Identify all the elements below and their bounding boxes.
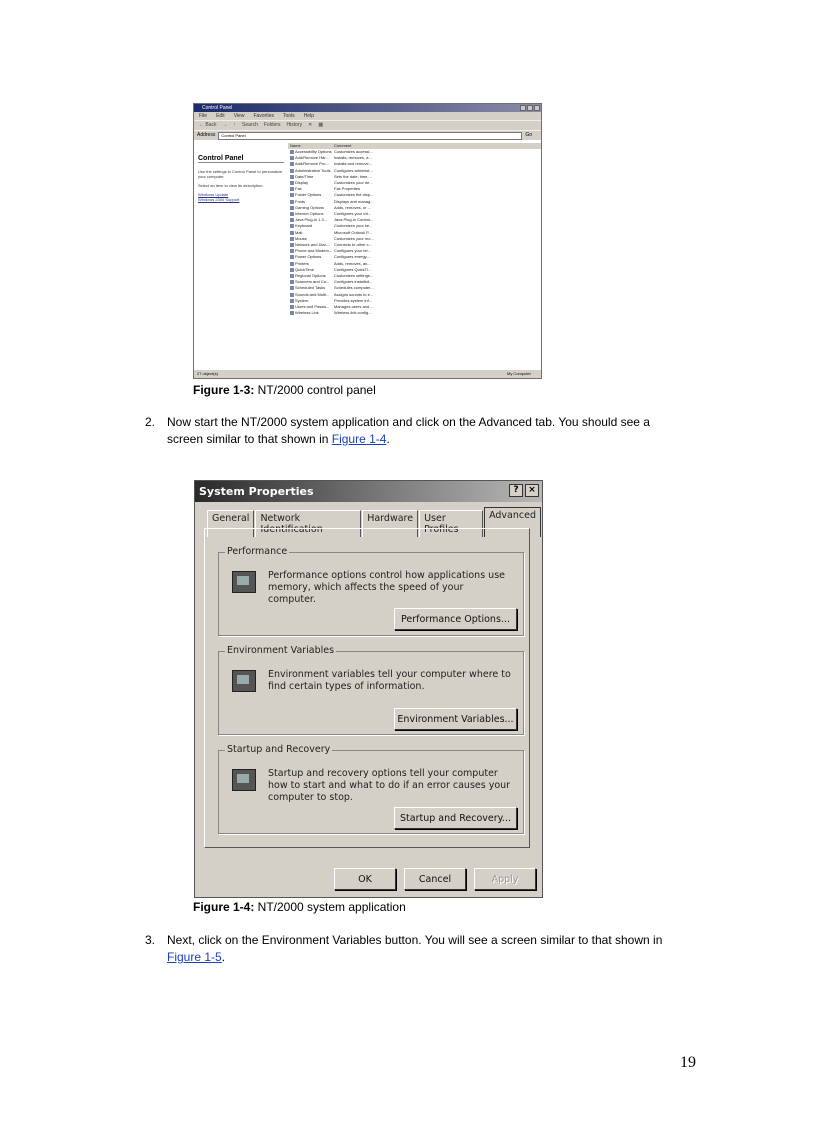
maximize-icon[interactable] — [527, 105, 533, 111]
list-item-name: Scheduled Tasks — [288, 285, 334, 291]
startup-recovery-group — [218, 744, 524, 834]
step-3-number: 3. — [145, 933, 156, 947]
menu-help[interactable]: Help — [303, 113, 314, 119]
menu-bar — [194, 112, 541, 120]
list-item-comment: Displays and manag... — [334, 198, 374, 204]
list-item-name: Fonts — [288, 199, 334, 205]
list-item-comment: Configures your Int... — [334, 211, 372, 217]
windows-update-link[interactable]: Windows Update — [198, 192, 229, 197]
column-name-header[interactable]: Name — [290, 143, 301, 148]
menu-view[interactable]: View — [233, 113, 245, 119]
list-item-name: System — [288, 298, 334, 304]
figure-1-5-link[interactable]: Figure 1-5 — [167, 950, 222, 964]
environment-variables-button[interactable]: Environment Variables... — [394, 708, 517, 730]
figure-1-3-caption — [193, 383, 376, 397]
menu-file[interactable]: File — [199, 113, 208, 119]
list-item-name: Regional Options — [288, 273, 334, 279]
list-item-name: Network and Dial-... — [288, 242, 334, 248]
toolbar — [194, 120, 541, 130]
page-number: 19 — [680, 1054, 696, 1071]
list-item-comment: Configures QuickTi... — [334, 266, 372, 272]
step-2-end: . — [386, 432, 390, 446]
list-item-comment: Customizes your de... — [334, 180, 373, 186]
list-item-comment: Customizes your ke... — [334, 223, 373, 229]
windows-support-link[interactable]: Windows 2000 Support — [198, 197, 240, 202]
tab-general[interactable]: General — [207, 510, 254, 537]
views-button[interactable]: ▦ — [318, 122, 324, 128]
list-item-comment: Schedules computer... — [334, 285, 374, 291]
address-bar — [194, 130, 541, 140]
system-properties-screenshot — [194, 480, 543, 898]
step-3 — [145, 932, 705, 972]
list-item-name: Add/Remove Pro... — [288, 161, 334, 167]
list-item-comment: Configures installed... — [334, 279, 373, 285]
control-panel-heading: Control Panel — [198, 156, 284, 163]
tab-advanced[interactable]: Advanced — [484, 507, 541, 537]
list-item-comment: Adds, removes, an... — [334, 260, 371, 266]
column-comment-header[interactable]: Comment — [334, 143, 352, 148]
cancel-button[interactable]: Cancel — [404, 868, 466, 890]
figure-1-4-text: NT/2000 system application — [254, 900, 406, 914]
minimize-icon[interactable] — [520, 105, 526, 111]
list-item-name: Sounds and Multi... — [288, 292, 334, 298]
menu-tools[interactable]: Tools — [283, 113, 295, 119]
list-item-comment: Customizes the disp... — [334, 192, 374, 198]
list-item-comment: Customizes accessi... — [334, 149, 373, 154]
performance-icon — [232, 571, 256, 593]
list-item-name: Mail — [288, 230, 334, 236]
figure-1-4-caption — [193, 900, 406, 914]
apply-button[interactable]: Apply — [474, 868, 536, 890]
step-2-text: Now start the NT/2000 system application and click on the Advanced tab. You should see a screen similar to that shown in — [167, 415, 650, 446]
performance-description: Performance options control how applications use memory, which affects the speed of your computer. — [268, 570, 505, 605]
list-item-comment: Customizes your mo... — [334, 235, 374, 241]
list-item-name: Users and Passw... — [288, 304, 334, 310]
control-panel-hint: Select an item to view its description. — [198, 183, 264, 188]
list-item-name: Printers — [288, 261, 334, 267]
list-item-comment: Java Plug-in Control... — [334, 217, 374, 223]
menu-favorites[interactable]: Favorites — [253, 113, 274, 119]
tab-hardware[interactable]: Hardware — [362, 510, 418, 537]
performance-group — [218, 546, 524, 636]
list-item-name: Date/Time — [288, 174, 334, 180]
environment-variables-group — [218, 645, 524, 735]
figure-1-4-label: Figure 1-4: — [193, 900, 255, 914]
list-item-comment: Assigns sounds to e... — [334, 291, 374, 297]
list-item-name: QuickTime — [288, 267, 334, 273]
list-item-name: Wireless Link — [288, 310, 334, 316]
control-panel-description: Use the settings in Control Panel to personalize your computer. — [198, 169, 283, 179]
list-item[interactable] — [288, 310, 541, 316]
folders-button[interactable]: Folders — [263, 122, 281, 128]
back-button[interactable]: ← Back — [199, 122, 217, 128]
list-item-comment: Configures your tel... — [334, 248, 371, 254]
list-item-comment: Microsoft Outlook P... — [334, 229, 372, 235]
list-item-comment: Connects to other c... — [334, 242, 373, 248]
control-panel-screenshot — [193, 103, 542, 379]
list-item-comment: Installs and remove... — [334, 161, 373, 167]
list-item-name: Display — [288, 180, 334, 186]
startup-recovery-group-label: Startup and Recovery — [227, 744, 331, 755]
list-item-comment: Fax Properties — [334, 186, 361, 192]
status-bar — [194, 370, 541, 378]
list-item-comment: Manages users and ... — [334, 304, 374, 310]
list-item-comment: Adds, removes, or ... — [334, 204, 371, 210]
control-panel-sidebar — [194, 142, 288, 370]
advanced-tab-panel — [204, 528, 530, 848]
list-item-name: Add/Remove Har... — [288, 155, 334, 161]
help-button[interactable]: ? — [509, 484, 523, 497]
list-item-name: Internet Options — [288, 211, 334, 217]
list-item-name: Phone and Modem... — [288, 248, 334, 254]
list-item-name: Power Options — [288, 254, 334, 260]
startup-recovery-button[interactable]: Startup and Recovery... — [394, 807, 517, 829]
environment-variables-description: Environment variables tell your computer where to find certain types of information. — [268, 669, 511, 692]
go-button[interactable]: Go — [525, 132, 533, 138]
address-input[interactable]: Control Panel — [218, 132, 522, 140]
control-panel-title-bar — [194, 104, 541, 112]
menu-edit[interactable]: Edit — [216, 113, 225, 119]
status-object-count: 27 object(s) — [197, 371, 218, 376]
figure-1-4-link[interactable]: Figure 1-4 — [331, 432, 387, 446]
startup-recovery-icon — [232, 769, 256, 791]
forward-button[interactable]: → — [222, 122, 228, 128]
tab-network-identification[interactable]: Network Identification — [255, 510, 361, 537]
delete-button[interactable]: ✕ — [308, 122, 313, 128]
performance-options-button[interactable]: Performance Options... — [394, 608, 517, 630]
list-item-name: Gaming Options — [288, 205, 334, 211]
search-button[interactable]: Search — [242, 122, 258, 128]
status-zone: My Computer — [506, 371, 531, 376]
environment-variables-group-label: Environment Variables — [227, 645, 335, 656]
performance-group-label: Performance — [227, 546, 288, 557]
figure-1-3-text: NT/2000 control panel — [254, 383, 376, 397]
step-2 — [145, 414, 705, 454]
address-label: Address — [197, 132, 216, 138]
list-item-comment: Sets the date, time,... — [334, 173, 372, 179]
close-button[interactable]: × — [525, 484, 539, 497]
list-item-comment: Wireless link config... — [334, 310, 372, 316]
list-item-name: Administrative Tools — [288, 168, 334, 174]
list-item-comment: Provides system inf... — [334, 297, 373, 303]
step-3-text: Next, click on the Environment Variables button. You will see a screen similar to that shown in — [167, 933, 663, 947]
step-3-end: . — [221, 950, 226, 964]
list-item-name: Folder Options — [288, 192, 334, 198]
system-properties-title-bar — [195, 481, 542, 502]
control-panel-list — [288, 142, 541, 370]
list-item-name: Java Plug-in 1.3... — [288, 217, 334, 223]
list-item-comment: Configures administ... — [334, 167, 373, 173]
up-button[interactable]: ↑ — [233, 122, 237, 128]
list-item-comment: Installs, removes, a... — [334, 155, 372, 161]
tab-user-profiles[interactable]: User Profiles — [419, 510, 483, 537]
list-item-name: Scanners and Ca... — [288, 279, 334, 285]
ok-button[interactable]: OK — [334, 868, 396, 890]
list-item-name: Fax — [288, 186, 334, 192]
list-item-name: Mouse — [288, 236, 334, 242]
startup-recovery-description: Startup and recovery options tell your computer how to start and what to do if an error causes your computer to stop. — [268, 768, 511, 803]
figure-1-3-label: Figure 1-3: — [193, 383, 255, 397]
history-button[interactable]: History — [286, 122, 303, 128]
system-properties-title: System Properties — [199, 485, 314, 498]
list-item-comment: Configures energy-... — [334, 254, 372, 260]
environment-variables-icon — [232, 670, 256, 692]
close-icon[interactable] — [534, 105, 540, 111]
list-item-name: Keyboard — [288, 223, 334, 229]
list-item-name: Accessibility Options — [288, 149, 334, 155]
control-panel-title: Control Panel — [202, 105, 233, 111]
list-item-comment: Customizes settings... — [334, 273, 374, 279]
step-2-number: 2. — [145, 415, 156, 429]
